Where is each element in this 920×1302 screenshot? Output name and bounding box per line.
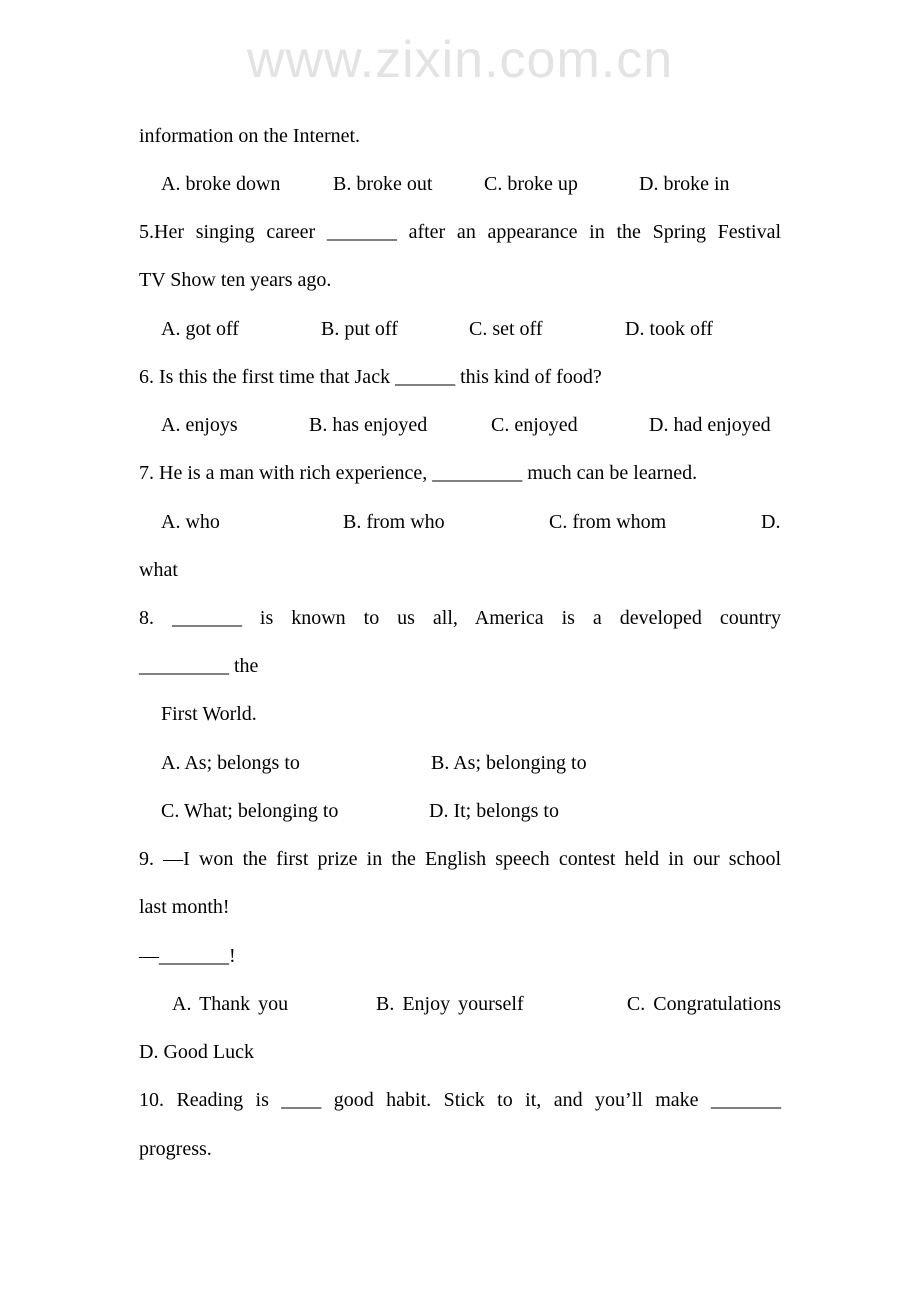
q10-stem: 10. Reading is ____ good habit. Stick to it, and you’ll make _______: [139, 1089, 781, 1111]
q7-stem: 7. He is a man with rich experience, _________ much can be learned.: [139, 462, 698, 484]
q4-option-a: A. broke down: [161, 173, 281, 195]
q7-option-b: B. from who: [343, 511, 445, 533]
q6-option-c: C. enjoyed: [491, 414, 578, 436]
q6-stem: 6. Is this the first time that Jack ______ this kind of food?: [139, 366, 602, 388]
q4-option-b: B. broke out: [333, 173, 433, 195]
q6-option-a: A. enjoys: [161, 414, 238, 436]
q7-option-d-text: what: [139, 559, 178, 581]
q8-stem-end: First World.: [161, 703, 257, 725]
q9-stem: 9. —I won the first prize in the English speech contest held in our school: [139, 848, 781, 870]
q5-stem-cont: TV Show ten years ago.: [139, 269, 332, 291]
q4-continuation: information on the Internet.: [139, 125, 361, 147]
q4-option-c: C. broke up: [484, 173, 578, 195]
q7-option-d: D.: [761, 511, 781, 533]
q9-stem-cont: last month!: [139, 896, 230, 918]
q5-stem: 5.Her singing career _______ after an appearance in the Spring Festival: [139, 221, 781, 243]
q8-option-d: D. It; belongs to: [429, 800, 559, 822]
q8-option-b: B. As; belonging to: [431, 752, 587, 774]
q9-option-b: B. Enjoy yourself: [376, 993, 524, 1015]
q9-option-a: A. Thank you: [172, 993, 289, 1015]
q8-stem: 8. _______ is known to us all, America is a developed country: [139, 607, 781, 629]
q8-option-a: A. As; belongs to: [161, 752, 300, 774]
q9-option-d: D. Good Luck: [139, 1041, 254, 1063]
q9-reply: —_______!: [139, 945, 236, 967]
q7-option-a: A. who: [161, 511, 220, 533]
q10-stem-cont: progress.: [139, 1138, 212, 1160]
q4-option-d: D. broke in: [639, 173, 730, 195]
q6-option-b: B. has enjoyed: [309, 414, 428, 436]
q5-option-a: A. got off: [161, 318, 239, 340]
q5-option-b: B. put off: [321, 318, 398, 340]
q9-option-c: C. Congratulations: [626, 993, 781, 1015]
q7-option-c: C. from whom: [549, 511, 667, 533]
q5-option-d: D. took off: [625, 318, 713, 340]
q8-option-c: C. What; belonging to: [161, 800, 339, 822]
q5-option-c: C. set off: [469, 318, 543, 340]
watermark: www.zixin.com.cn: [246, 31, 674, 89]
q6-option-d: D. had enjoyed: [649, 414, 771, 436]
q8-stem-cont: _________ the: [139, 655, 259, 677]
